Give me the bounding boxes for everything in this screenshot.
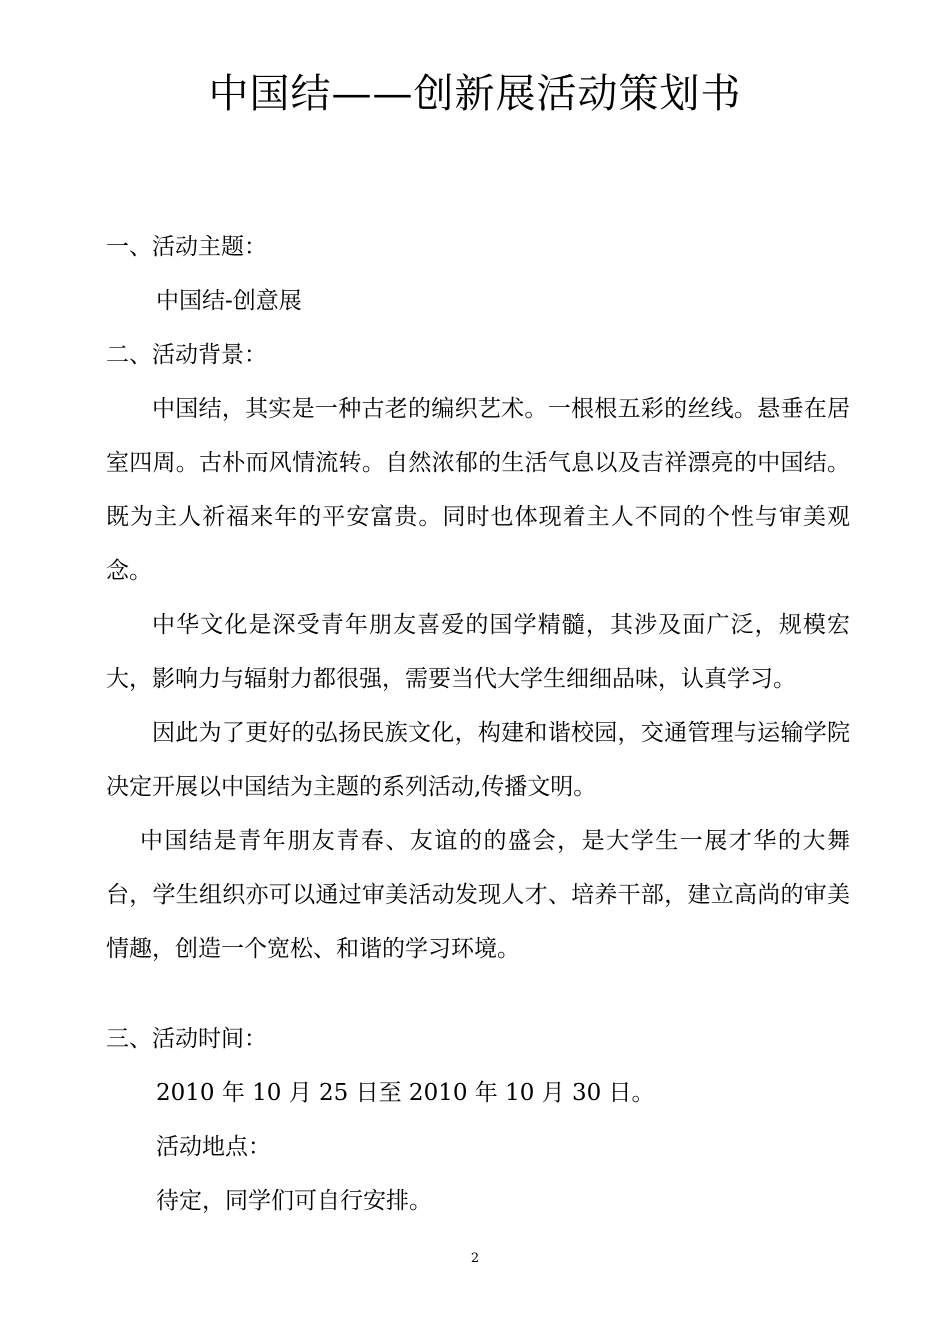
time-content: 2010 年 10 月 25 日至 2010 年 10 月 30 日。 <box>156 1080 655 1106</box>
theme-content: 中国结-创意展 <box>156 288 302 314</box>
background-paragraph: 中华文化是深受青年朋友喜爱的国学精髓，其涉及面广泛，规模宏大，影响力与辐射力都很强，需要当代大学生细细品味，认真学习。 <box>106 612 850 692</box>
section-heading-theme: 一、活动主题： <box>106 234 267 260</box>
background-paragraph: 中国结是青年朋友青春、友谊的的盛会，是大学生一展才华的大舞台，学生组织亦可以通过审美活动发现人才、培养干部，建立高尚的审美情趣，创造一个宽松、和谐的学习环境。 <box>106 828 850 962</box>
section-heading-time: 三、活动时间： <box>106 1026 267 1052</box>
section-heading-background: 二、活动背景： <box>106 342 267 368</box>
location-content: 待定，同学们可自行安排。 <box>156 1188 432 1214</box>
page-number: 2 <box>470 1251 480 1266</box>
background-paragraph: 中国结，其实是一种古老的编织艺术。一根根五彩的丝线。悬垂在居室四周。古朴而风情流转。自然浓郁的生活气息以及吉祥漂亮的中国结。既为主人祈福来年的平安富贵。同时也体现着主人不同的个性与审美观念。 <box>106 396 850 584</box>
section-spacer <box>106 976 850 1012</box>
location-label: 活动地点： <box>156 1134 271 1160</box>
document-body <box>106 220 850 1228</box>
background-paragraph: 因此为了更好的弘扬民族文化，构建和谐校园，交通管理与运输学院决定开展以中国结为主题的系列活动,传播文明。 <box>106 720 850 800</box>
document-title: 中国结——创新展活动策划书 <box>208 71 742 117</box>
